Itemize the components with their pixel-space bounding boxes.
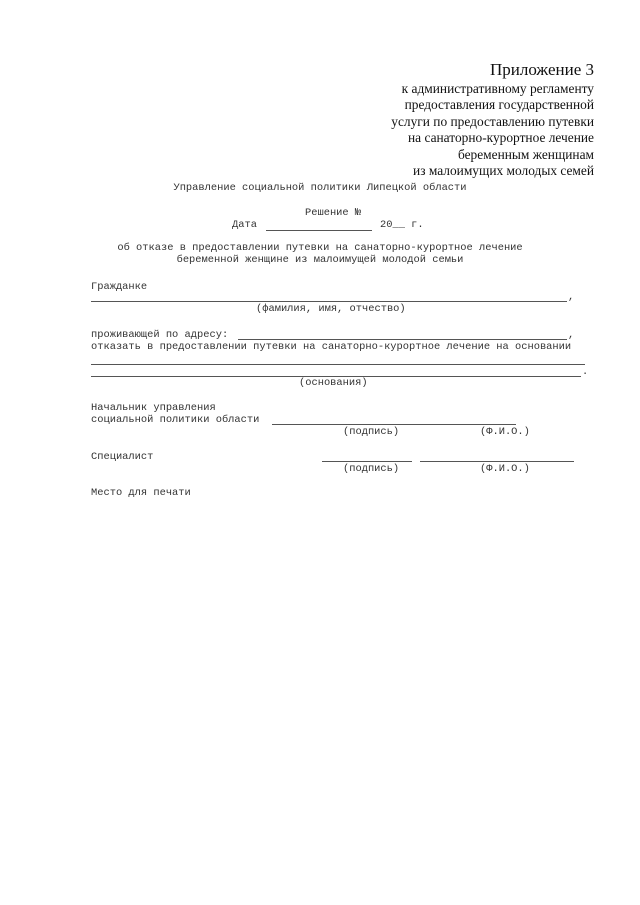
appendix-line-2: предоставления государственной [404,97,594,113]
decision-number-label: Решение № [305,207,362,219]
decision-subject-line-2: беременной женщине из малоимущей молодой семьи [176,254,464,266]
agency-name: Управление социальной политики Липецкой области [173,182,467,194]
head-title-line-2: социальной политики области [91,414,260,426]
appendix-header [391,60,594,179]
specialist-signature-line [322,461,412,462]
head-signature-caption: (подпись) [343,426,400,438]
name-caption: (фамилия, имя, отчество) [256,303,406,315]
date-label: Дата [232,219,257,231]
citizen-name-line [91,301,567,302]
specialist-signature-caption: (подпись) [343,463,400,475]
head-fio-caption: (Ф.И.О.) [480,426,530,438]
specialist-fio-caption: (Ф.И.О.) [480,463,530,475]
refusal-text: отказать в предоставлении путевки на санаторно-курортное лечение на основании [91,341,572,353]
appendix-line-4: на санаторно-курортное лечение [408,130,594,146]
grounds-line-1 [91,364,585,365]
grounds-period: . [582,366,589,378]
grounds-caption: (основания) [299,377,368,389]
address-comma: , [568,329,575,341]
stamp-place-label: Место для печати [91,487,191,499]
head-signature-line [272,424,516,425]
specialist-label: Специалист [91,451,154,463]
appendix-line-5: беременным женщинам [457,146,594,162]
appendix-line-3: услуги по предоставлению путевки [391,113,594,129]
specialist-fio-line [420,461,574,462]
address-label: проживающей по адресу: [91,329,229,341]
address-line [238,339,567,340]
date-field-line [266,230,372,231]
appendix-title: Приложение 3 [490,60,594,79]
head-title-line-1: Начальник управления [91,402,216,414]
appendix-line-1: к административному регламенту [401,81,594,96]
appendix-line-6: из малоимущих молодых семей [413,163,594,179]
citizen-label: Гражданке [91,281,148,293]
date-year: 20__ г. [380,219,424,231]
decision-subject-line-1: об отказе в предоставлении путевки на санаторно-курортное лечение [117,242,523,254]
citizen-comma: , [568,291,575,303]
